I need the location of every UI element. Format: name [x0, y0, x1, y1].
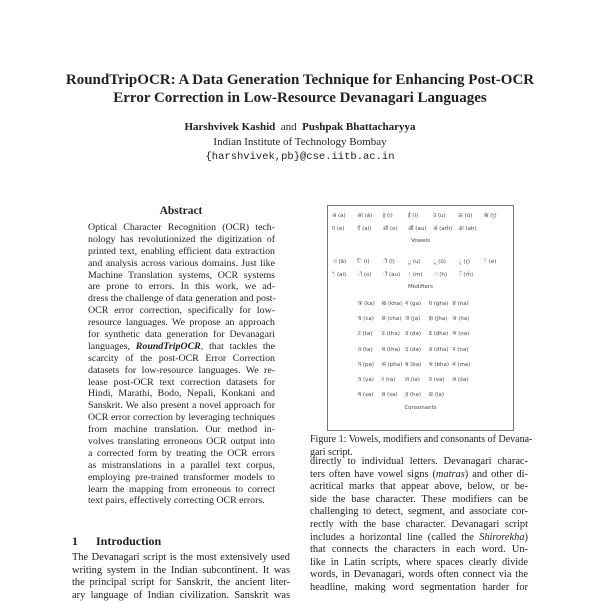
character-entry: ◌ै (ai) — [332, 272, 347, 279]
text-line: languages, RoundTripOCR, that tackles the — [88, 340, 275, 352]
character-entry: ठ (ṭha) — [381, 331, 400, 338]
character-entry: ए (e) — [332, 226, 345, 233]
character-entry: ब (ba) — [405, 361, 422, 368]
text-line: volves translating erroneous OCR output into — [88, 436, 275, 448]
text-line: Hindi, Marathi, Bodo, Nepali, Konkani and — [88, 388, 275, 400]
text-line: headline, making word segmentation harder for — [310, 581, 528, 593]
character-entry: घ (gha) — [428, 300, 449, 307]
character-entry: ख (kha) — [381, 300, 403, 307]
text-line: nology has revolutionized the digitization of — [88, 233, 275, 245]
character-entry: त (ta) — [358, 346, 373, 353]
text-line: dress the challenge of data generation and post- — [88, 293, 276, 305]
character-entry: ◌ा (ā) — [332, 258, 347, 265]
title-line: RoundTripOCR: A Data Generation Technique for Enhancing Post-OCR — [65, 72, 535, 88]
text-line: resource languages. We propose an approach — [88, 317, 275, 329]
text-line: acritical marks that appear above, below, or be- — [310, 481, 528, 493]
affiliation: Indian Institute of Technology Bombay — [213, 136, 387, 148]
character-entry: प (pa) — [358, 361, 375, 368]
abstract-heading: Abstract — [159, 205, 203, 217]
character-entry: ◌ो (o) — [357, 272, 372, 279]
character-entry: भ (bha) — [428, 361, 450, 368]
character-entry: ञ (ña) — [452, 315, 470, 322]
text-line: text pairs, effectively correcting OCR errors. — [88, 495, 265, 507]
character-entry: श (śa) — [452, 377, 469, 384]
character-entry: ◌ू (ū) — [433, 258, 446, 265]
figure-row — [328, 208, 513, 222]
character-entry: ऊ (ū) — [458, 212, 473, 219]
character-entry: र (ra) — [381, 377, 396, 384]
text-line: lease post-OCR text correction datasets for — [88, 376, 275, 388]
text-line: ary language of Indian civilization. Sanskrit was — [72, 589, 290, 601]
figure-row — [358, 371, 476, 386]
text-line: for synthetic data generation for Devanagari — [88, 329, 275, 341]
character-entry: ◌ौ (au) — [382, 272, 401, 279]
text-line: are prone to errors. In this work, we ad- — [88, 281, 275, 293]
text-line: learn the mapping from erroneous to correct — [88, 483, 275, 495]
character-entry: म (ma) — [452, 361, 471, 368]
text-line: writing system in the Indian subcontinent. It was — [72, 564, 290, 576]
author-name: Pushpak Bhattacharyya — [302, 121, 416, 133]
section-heading-introduction — [72, 534, 179, 549]
figure-group-label: Vowels — [411, 238, 430, 244]
figure-row — [328, 254, 513, 268]
author-name: Harshvivek Kashid — [184, 121, 276, 133]
text-line: side the base character. These modifiers can be — [310, 493, 528, 505]
text-line: directly to individual letters. Devanagari charac- — [310, 456, 528, 467]
character-entry: क (ka) — [358, 300, 375, 307]
character-entry: च (ca) — [358, 315, 374, 322]
figure-row — [358, 295, 476, 310]
character-entry: ड (ḍa) — [405, 331, 422, 338]
figure-row — [358, 356, 476, 371]
text-line: Sanskrit. We also present a novel approach for — [88, 400, 275, 412]
introduction-body — [72, 552, 290, 602]
text-line: ters often have vowel signs (matras) and other di- — [310, 468, 528, 480]
text-line: datasets for low-resource languages. We re- — [88, 364, 275, 376]
text-line: like in Latin scripts, where spaces clearly divide — [310, 556, 528, 568]
figure-row — [358, 387, 476, 402]
abstract-body — [88, 222, 275, 507]
figure-devanagari-chart — [327, 205, 514, 431]
character-entry: ◌ृ (r̥) — [458, 258, 470, 265]
character-entry: व (va) — [428, 377, 445, 384]
text-line: Machine Translation systems, OCR systems — [88, 269, 275, 281]
character-entry: ◌ि (i) — [357, 258, 370, 265]
character-entry: ह (ha) — [405, 392, 422, 399]
character-entry: ज (ja) — [405, 315, 421, 322]
section-title: Introduction — [96, 534, 162, 548]
character-entry: ◌ँ (m̐) — [458, 272, 474, 279]
character-entry: फ (pha) — [381, 361, 403, 368]
character-entry: इ (i) — [382, 212, 393, 219]
email: {harshvivek,pb}@cse.iitb.ac.in — [205, 151, 395, 163]
figure-group-label: Modifiers — [407, 284, 434, 290]
character-entry: ऋ (r̥) — [483, 212, 497, 219]
figure-row — [328, 222, 513, 236]
title-line: Error Correction in Low-Resource Devanagari Languages — [113, 90, 487, 106]
character-entry: झ (jha) — [428, 315, 448, 322]
text-line: Optical Character Recognition (OCR) tech- — [88, 222, 275, 233]
text-line: Figure 1: Vowels, modifiers and consonants of Devana- — [310, 434, 533, 445]
character-entry: ल (la) — [405, 377, 420, 384]
text-line: employing pre-trained transformer models to — [88, 471, 275, 483]
character-entry: द (da) — [405, 346, 422, 353]
right-column-body — [310, 456, 528, 595]
text-line: printed text, enabling efficient data extraction — [88, 245, 275, 257]
character-entry: ◌ु (u) — [407, 258, 421, 265]
text-line: from machine translation. Our method in- — [88, 424, 275, 436]
character-entry: य (ya) — [358, 377, 374, 384]
text-line: a corrected form by treating the OCR errors — [88, 447, 275, 459]
text-line: and analysis across various domains. Just like — [88, 257, 275, 269]
text-line: The Devanagari script is the most extensively used — [72, 552, 290, 563]
author-block — [40, 120, 560, 165]
character-entry: ण (ṇa) — [452, 331, 470, 338]
character-entry: अः (aḥ) — [458, 226, 477, 233]
character-entry: अं (am̐) — [433, 226, 453, 233]
figure-group-label: Consonants — [404, 405, 437, 412]
character-entry: ढ (ḍha) — [428, 331, 449, 338]
text-line: as mistranslations in a parallel text corpus, — [88, 459, 275, 471]
text-line: OCR error correction by leveraging techniques — [88, 412, 275, 424]
character-entry: ओ (o) — [382, 226, 398, 233]
text-line: scarcity of the post-OCR Error Correction — [88, 352, 275, 364]
text-line: the principal script for Sanskrit, the ancient liter- — [72, 577, 290, 589]
character-entry: उ (u) — [433, 212, 446, 219]
character-entry: ◌ः (h) — [433, 272, 448, 279]
character-entry: थ (tha) — [381, 346, 401, 353]
character-entry: ◌ी (ī) — [382, 258, 395, 265]
text-line: challenging to detect, segment, and associate cor- — [310, 506, 528, 518]
character-entry: ई (ī) — [407, 212, 419, 219]
character-entry: ध (dha) — [428, 346, 449, 353]
figure-row — [328, 268, 513, 282]
character-entry: अ (a) — [332, 212, 346, 219]
character-entry: आ (ā) — [357, 212, 373, 219]
character-entry: ष (ṣa) — [358, 392, 374, 399]
character-entry: न (na) — [452, 346, 469, 353]
text-line: rectly with the base character. Devanagari script — [310, 518, 528, 530]
paper-title — [40, 71, 560, 107]
character-entry: ङ (ṅa) — [452, 300, 469, 307]
character-entry: छ (cha) — [381, 315, 402, 322]
character-entry: ◌े (e) — [483, 258, 497, 265]
text-line: OCR error correction, specifically for low- — [88, 305, 275, 317]
character-entry: औ (au) — [407, 226, 427, 233]
author-and: and — [280, 121, 297, 133]
character-entry: ळ (ḷa) — [428, 392, 444, 399]
text-line: that connects the characters in each word. Un- — [310, 544, 528, 556]
character-entry: ऐ (ai) — [357, 226, 372, 233]
section-number: 1 — [72, 534, 78, 548]
figure-row — [358, 310, 476, 325]
character-entry: ग (ga) — [405, 300, 422, 307]
text-line: gari script. — [310, 446, 353, 458]
figure-row — [358, 326, 476, 341]
figure-row — [358, 341, 476, 356]
text-line: words, in Devanagari, words often connect via the — [310, 569, 528, 581]
character-entry: ट (ṭa) — [358, 331, 373, 338]
character-entry: ◌ं (m) — [407, 272, 423, 279]
text-line: includes a horizontal line (called the Shirorekha) — [310, 531, 528, 543]
character-entry: स (sa) — [381, 392, 398, 399]
